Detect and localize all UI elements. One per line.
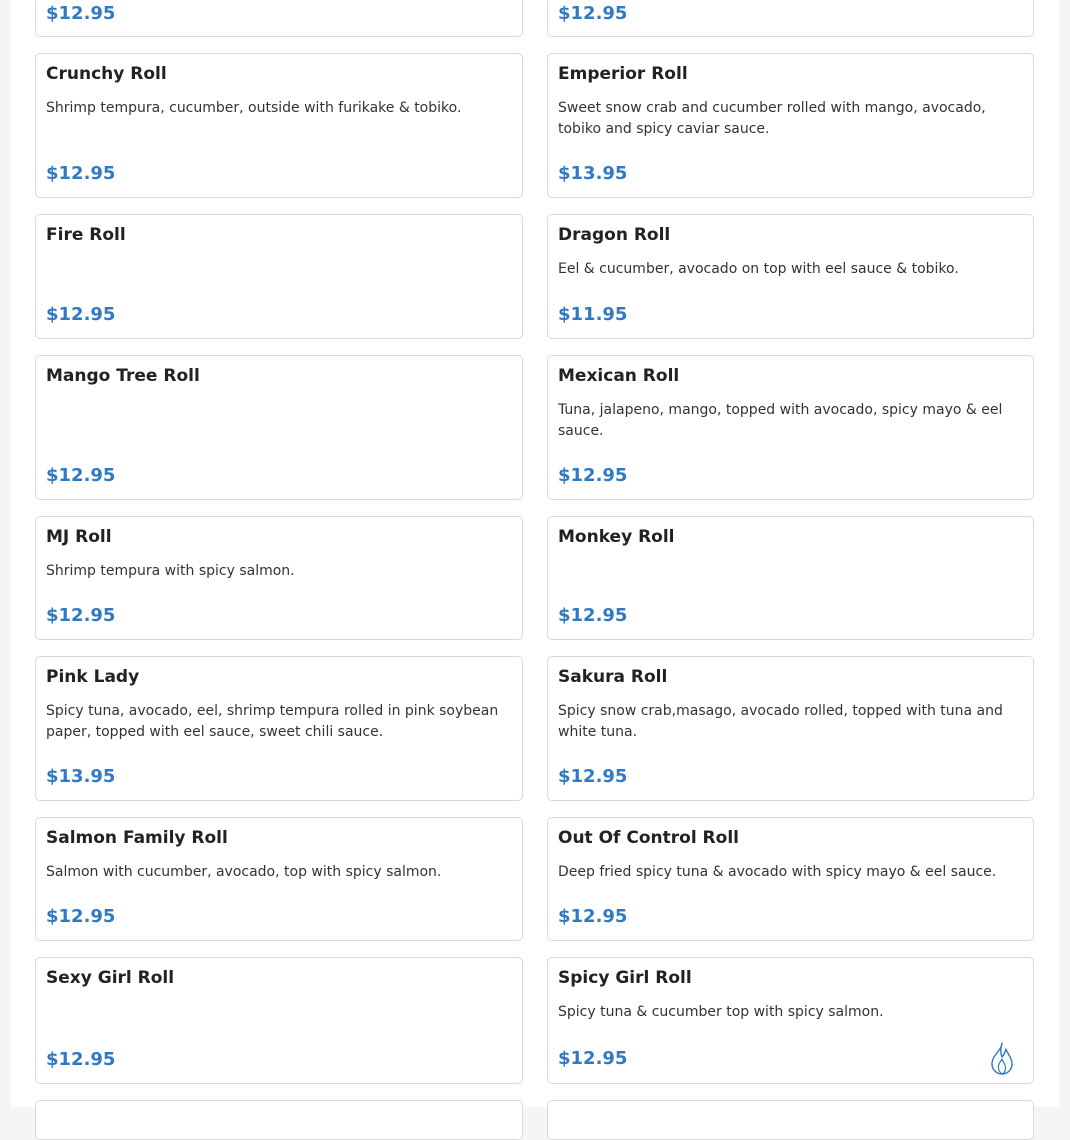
menu-item-card[interactable] — [547, 53, 1034, 198]
item-name: Mango Tree Roll — [46, 366, 200, 386]
item-price: $12.95 — [558, 465, 628, 486]
spicy-flame-icon — [989, 1041, 1015, 1075]
menu-item-card[interactable] — [547, 355, 1034, 500]
item-description: Deep fried spicy tuna & avocado with spicy mayo & eel sauce. — [558, 864, 997, 880]
item-name: Crunchy Roll — [46, 64, 167, 84]
item-name: Emperior Roll — [558, 64, 688, 84]
item-price: $13.95 — [46, 766, 116, 787]
item-price: $13.95 — [558, 163, 628, 184]
menu-item-card[interactable] — [35, 0, 523, 37]
item-description: Spicy tuna & cucumber top with spicy salmon. — [558, 1004, 884, 1020]
item-name: Dragon Roll — [558, 225, 671, 245]
item-name: Out Of Control Roll — [558, 828, 739, 848]
item-name: Salmon Family Roll — [46, 828, 228, 848]
item-description: Tuna, jalapeno, mango, topped with avocado, spicy mayo & eel sauce. — [558, 402, 1003, 439]
menu-item-card[interactable] — [35, 817, 523, 941]
menu-item-card[interactable] — [35, 214, 523, 339]
item-name: MJ Roll — [46, 527, 112, 547]
item-description: Spicy snow crab,masago, avocado rolled, topped with tuna and white tuna. — [558, 703, 1003, 740]
item-price: $12.95 — [46, 304, 116, 325]
item-name: Sakura Roll — [558, 667, 668, 687]
item-price: $12.95 — [558, 766, 628, 787]
item-description: Eel & cucumber, avocado on top with eel sauce & tobiko. — [558, 261, 959, 277]
menu-page — [11, 0, 1059, 1107]
menu-item-card[interactable] — [547, 957, 1034, 1084]
menu-item-card[interactable] — [35, 957, 523, 1084]
item-name: Sexy Girl Roll — [46, 968, 175, 988]
menu-item-card[interactable] — [35, 53, 523, 198]
item-description: Salmon with cucumber, avocado, top with spicy salmon. — [46, 864, 442, 880]
menu-item-card[interactable] — [547, 214, 1034, 339]
menu-item-card[interactable] — [35, 656, 523, 801]
item-price: $12.95 — [558, 3, 628, 24]
menu-item-card[interactable] — [547, 656, 1034, 801]
item-description: Shrimp tempura with spicy salmon. — [46, 563, 295, 579]
item-name: Fire Roll — [46, 225, 126, 245]
menu-item-card[interactable] — [547, 1100, 1034, 1140]
item-price: $12.95 — [558, 605, 628, 626]
item-name: Pink Lady — [46, 667, 140, 687]
item-price: $12.95 — [46, 1049, 116, 1070]
menu-item-card[interactable] — [547, 817, 1034, 941]
menu-item-card[interactable] — [35, 355, 523, 500]
item-name: Mexican Roll — [558, 366, 680, 386]
item-price: $12.95 — [46, 906, 116, 927]
item-price: $11.95 — [558, 304, 628, 325]
menu-item-card[interactable] — [547, 0, 1034, 37]
menu-item-card[interactable] — [35, 1100, 523, 1140]
menu-item-card[interactable] — [35, 516, 523, 640]
item-price: $12.95 — [46, 605, 116, 626]
item-price: $12.95 — [46, 465, 116, 486]
item-price: $12.95 — [558, 906, 628, 927]
menu-item-card[interactable] — [547, 516, 1034, 640]
item-description: Spicy tuna, avocado, eel, shrimp tempura rolled in pink soybean paper, topped with eel sauce, sweet chili sauce. — [46, 703, 499, 740]
item-name: Monkey Roll — [558, 527, 675, 547]
item-price: $12.95 — [46, 3, 116, 24]
item-price: $12.95 — [558, 1048, 628, 1069]
item-name: Spicy Girl Roll — [558, 968, 692, 988]
item-description: Shrimp tempura, cucumber, outside with furikake & tobiko. — [46, 100, 462, 116]
item-price: $12.95 — [46, 163, 116, 184]
item-description: Sweet snow crab and cucumber rolled with mango, avocado, tobiko and spicy caviar sauce. — [558, 100, 986, 137]
